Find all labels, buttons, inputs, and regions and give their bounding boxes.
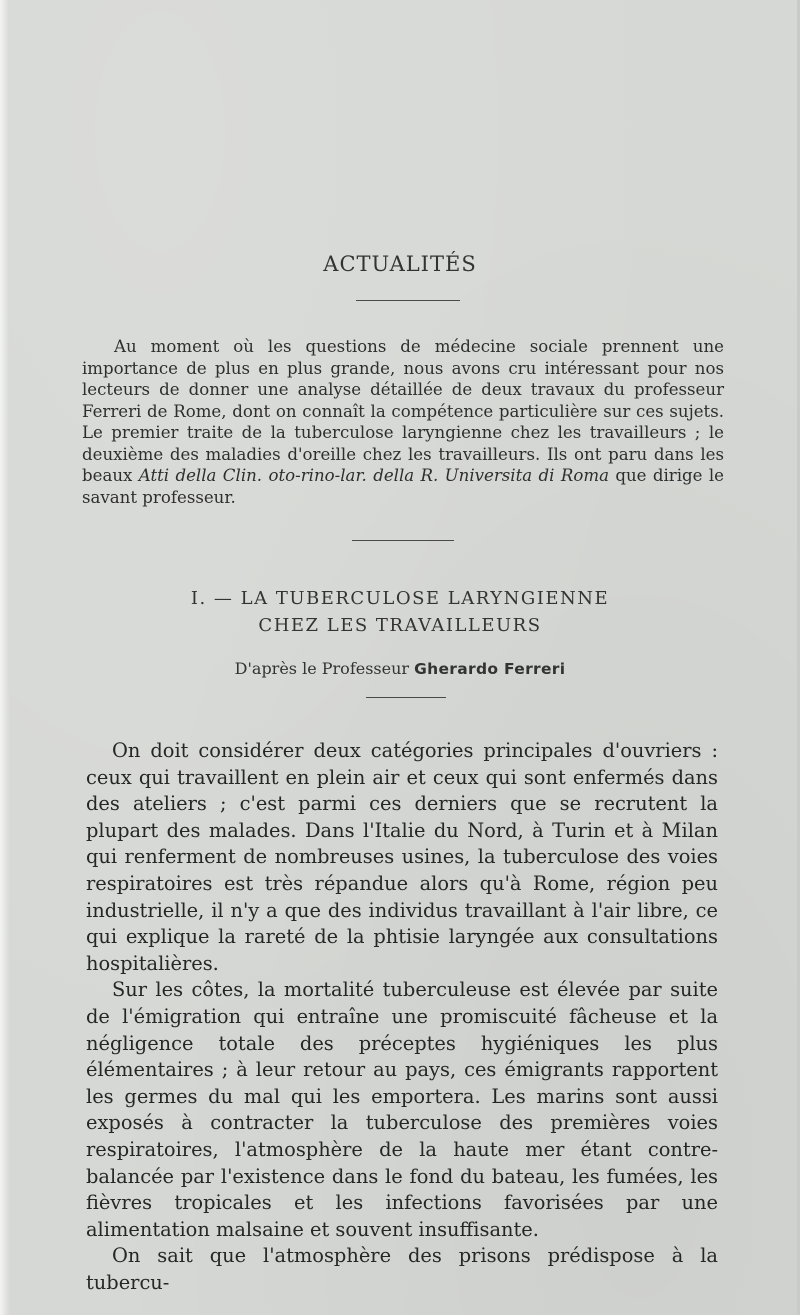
- intro-paragraph: [82, 336, 724, 508]
- byline-prefix: D'après le Professeur: [234, 659, 415, 678]
- article-title-line2: CHEZ LES TRAVAILLEURS: [258, 615, 542, 636]
- body-paragraph: Sur les côtes, la mortalité tuberculeuse est élevée par suite de l'émigration qui entraîne une promiscuité fâcheuse et la négligence totale des préceptes hygiéniques les plus élémentaires ; à leur retour au pays, ces émigrants rapportent les germes du mal qui les emportera. Les marins sont aussi exposés à contracter la tuberculose des premières voies respiratoires, l'atmosphère de la haute mer étant contre-balancée par l'existence dans le fond du bateau, les fumées, les fièvres tropicales et les infections favorisées par une alimentation malsaine et souvent insuffisante.: [86, 978, 718, 1241]
- divider-rule: [366, 697, 446, 698]
- byline: [0, 659, 800, 678]
- article-body: [86, 738, 718, 1296]
- body-paragraph: On sait que l'atmosphère des prisons prédispose à la tubercu-: [86, 1244, 718, 1294]
- divider-rule: [356, 300, 460, 301]
- author-name: Gherardo Ferreri: [414, 660, 566, 678]
- divider-rule: [352, 540, 454, 541]
- page-edge-left: [0, 0, 10, 1315]
- section-title: ACTUALITÉS: [323, 252, 477, 276]
- article-title-line1: I. — LA TUBERCULOSE LARYNGIENNE: [190, 588, 610, 609]
- journal-title: Atti della Clin. oto-rino-lar. della R. Universita di Roma: [138, 466, 609, 485]
- body-paragraph: On doit considérer deux catégories principales d'ouvriers : ceux qui travaillent en plein air et ceux qui sont enfermés dans des ateliers ; c'est parmi ces derniers que se recrutent la plupart des malades. Dans l'Italie du Nord, à Turin et à Milan qui renferment de nombreuses usines, la tuberculose des voies respiratoires est très répandue alors qu'à Rome, région peu industrielle, il n'y a que des individus travaillant à l'air libre, ce qui explique la rareté de la phtisie laryngée aux consultations hospitalières.: [86, 739, 718, 975]
- intro-text-part1: Au moment où les questions de médecine sociale prennent une importance de plus en plus grande, nous avons cru intéressant pour nos lecteurs de donner une analyse détaillée de deux travaux du professeur Ferreri de Rome, dont on connaît la compétence particulière sur ces sujets. Le premier traite de la tuberculose laryngienne chez les travailleurs ; le deuxième des maladies d'oreille chez les travailleurs. Ils ont paru dans les beaux: [82, 337, 724, 485]
- intro-text-part2: que dirige le savant professeur.: [82, 466, 724, 507]
